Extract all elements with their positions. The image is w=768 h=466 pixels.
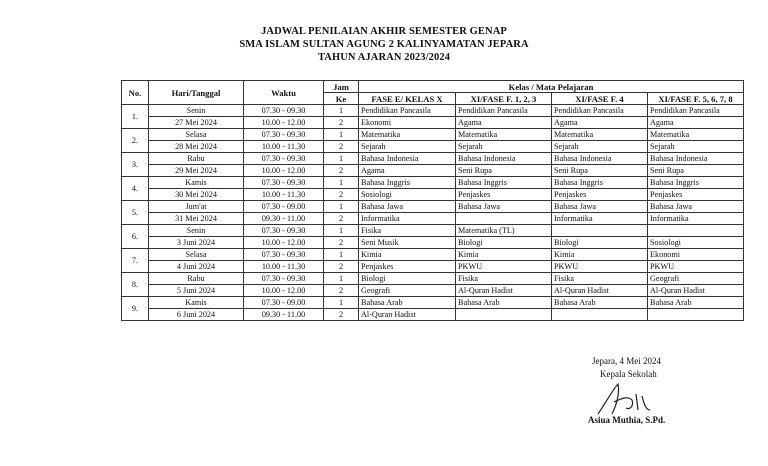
row-number: 7. [122, 249, 149, 273]
row-number: 8. [122, 273, 149, 297]
subject-cell: Bahasa Arab [359, 297, 456, 309]
table-row [122, 213, 744, 225]
table-row [122, 225, 744, 237]
row-number: 1. [122, 105, 149, 129]
table-row [122, 273, 744, 285]
school-name: SMA ISLAM SULTAN AGUNG 2 KALINYAMATAN JEPARA [239, 39, 529, 50]
time-slot: 10.00 - 12.00 [244, 117, 324, 129]
date: 27 Mei 2024 [149, 117, 244, 129]
day-name: Rabu [149, 153, 244, 165]
subject-cell: Ekonomi [359, 117, 456, 129]
document-title: JADWAL PENILAIAN AKHIR SEMESTER GENAP [261, 26, 507, 37]
time-slot: 10.00 - 11.30 [244, 189, 324, 201]
time-slot: 07.30 - 09.30 [244, 225, 324, 237]
date: 31 Mei 2024 [149, 213, 244, 225]
time-slot: 07.30 - 09.30 [244, 273, 324, 285]
subject-cell: Bahasa Jawa [456, 201, 552, 213]
time-slot: 07.30 - 09.30 [244, 153, 324, 165]
day-name: Selasa [149, 249, 244, 261]
subject-cell: Agama [648, 117, 744, 129]
day-name: Selasa [149, 129, 244, 141]
session-number: 1 [324, 249, 359, 261]
subject-cell: Geografi [648, 273, 744, 285]
subject-cell: Informatika [648, 213, 744, 225]
table-row [122, 177, 744, 189]
subject-cell: Al-Quran Hadist [648, 285, 744, 297]
time-slot: 10.00 - 12.00 [244, 285, 324, 297]
subject-cell: Seni Rupa [648, 165, 744, 177]
table-row [122, 285, 744, 297]
session-number: 2 [324, 285, 359, 297]
time-slot: 07.30 - 09.00 [244, 297, 324, 309]
subject-cell: Matematika (TL) [456, 225, 552, 237]
subject-cell: Sejarah [359, 141, 456, 153]
subject-cell: Matematika [456, 129, 552, 141]
header-fase-f-4: XI/FASE F. 4 [552, 93, 648, 105]
row-number: 9. [122, 297, 149, 321]
subject-cell: Sejarah [456, 141, 552, 153]
table-row [122, 117, 744, 129]
session-number: 2 [324, 189, 359, 201]
date: 30 Mei 2024 [149, 189, 244, 201]
header-jam: Jam [324, 81, 359, 93]
subject-cell: Fisika [552, 273, 648, 285]
date: 3 Juni 2024 [149, 237, 244, 249]
subject-cell: Bahasa Jawa [648, 201, 744, 213]
day-name: Rabu [149, 273, 244, 285]
table-row [122, 237, 744, 249]
subject-cell: Kimia [359, 249, 456, 261]
subject-cell: Bahasa Inggris [648, 177, 744, 189]
subject-cell: Seni Rupa [456, 165, 552, 177]
subject-cell: Penjaskes [648, 189, 744, 201]
table-row [122, 189, 744, 201]
session-number: 2 [324, 213, 359, 225]
subject-cell [552, 225, 648, 237]
subject-cell: Bahasa Arab [456, 297, 552, 309]
subject-cell: Fisika [456, 273, 552, 285]
subject-cell: Pendidikan Pancasila [648, 105, 744, 117]
subject-cell: Matematika [552, 129, 648, 141]
session-number: 2 [324, 309, 359, 321]
subject-cell [648, 309, 744, 321]
row-number: 6. [122, 225, 149, 249]
header-day-date: Hari/Tanggal [149, 81, 244, 105]
schedule-table [121, 80, 744, 321]
time-slot: 10.00 - 11.30 [244, 141, 324, 153]
table-row [122, 249, 744, 261]
academic-year: TAHUN AJARAN 2023/2024 [317, 52, 451, 63]
signature-name: Asiua Muthia, S.Pd. [588, 415, 666, 425]
header-no: No. [122, 81, 149, 105]
subject-cell: Biologi [456, 237, 552, 249]
date: 5 Juni 2024 [149, 285, 244, 297]
time-slot: 09.30 - 11.00 [244, 213, 324, 225]
table-row [122, 105, 744, 117]
table-row [122, 165, 744, 177]
header-class-subject: Kelas / Mata Pelajaran [359, 81, 744, 93]
subject-cell: Agama [359, 165, 456, 177]
subject-cell: Bahasa Indonesia [648, 153, 744, 165]
date: 28 Mei 2024 [149, 141, 244, 153]
subject-cell: Bahasa Indonesia [456, 153, 552, 165]
row-number: 2. [122, 129, 149, 153]
subject-cell: Seni Musik [359, 237, 456, 249]
time-slot: 07.30 - 09.30 [244, 177, 324, 189]
subject-cell: Penjaskes [359, 261, 456, 273]
header-fase-e: FASE E/ KELAS X [359, 93, 456, 105]
session-number: 1 [324, 129, 359, 141]
subject-cell: Sejarah [648, 141, 744, 153]
subject-cell: Geografi [359, 285, 456, 297]
header-ke: Ke [324, 93, 359, 105]
handwritten-signature [594, 380, 664, 420]
table-row [122, 309, 744, 321]
subject-cell: Kimia [552, 249, 648, 261]
subject-cell: Bahasa Arab [552, 297, 648, 309]
date: 6 Juni 2024 [149, 309, 244, 321]
subject-cell: Sosiologi [648, 237, 744, 249]
table-row [122, 261, 744, 273]
header-fase-f-5678: XI/FASE F. 5, 6, 7, 8 [648, 93, 744, 105]
table-row [122, 153, 744, 165]
header-time: Waktu [244, 81, 324, 105]
time-slot: 07.30 - 09.30 [244, 249, 324, 261]
header-fase-f-123: XI/FASE F. 1, 2, 3 [456, 93, 552, 105]
subject-cell: Al-Quran Hadist [359, 309, 456, 321]
row-number: 5. [122, 201, 149, 225]
subject-cell: Agama [456, 117, 552, 129]
session-number: 1 [324, 201, 359, 213]
table-row [122, 201, 744, 213]
table-row [122, 297, 744, 309]
subject-cell: Pendidikan Pancasila [456, 105, 552, 117]
subject-cell: Bahasa Indonesia [552, 153, 648, 165]
table-row [122, 129, 744, 141]
subject-cell: Biologi [552, 237, 648, 249]
subject-cell: Sejarah [552, 141, 648, 153]
subject-cell: Matematika [648, 129, 744, 141]
subject-cell: Sosiologi [359, 189, 456, 201]
time-slot: 07.30 - 09.30 [244, 129, 324, 141]
subject-cell: Penjaskes [456, 189, 552, 201]
session-number: 1 [324, 153, 359, 165]
session-number: 1 [324, 273, 359, 285]
day-name: Kamis [149, 177, 244, 189]
date: 4 Juni 2024 [149, 261, 244, 273]
subject-cell: Pendidikan Pancasila [359, 105, 456, 117]
signature-place-date: Jepara, 4 Mei 2024 [592, 356, 661, 366]
time-slot: 10.00 - 11.30 [244, 261, 324, 273]
session-number: 2 [324, 237, 359, 249]
session-number: 1 [324, 177, 359, 189]
signature-role: Kepala Sekolah [600, 369, 657, 379]
session-number: 2 [324, 165, 359, 177]
subject-cell [552, 309, 648, 321]
subject-cell: Agama [552, 117, 648, 129]
subject-cell: Al-Quran Hadist [456, 285, 552, 297]
session-number: 2 [324, 141, 359, 153]
subject-cell: Informatika [359, 213, 456, 225]
subject-cell: Bahasa Jawa [359, 201, 456, 213]
subject-cell [648, 225, 744, 237]
table-row [122, 141, 744, 153]
subject-cell: Bahasa Jawa [552, 201, 648, 213]
subject-cell: Fisika [359, 225, 456, 237]
time-slot: 07.30 - 09.30 [244, 105, 324, 117]
time-slot: 10.00 - 12.00 [244, 165, 324, 177]
time-slot: 10.00 - 12.00 [244, 237, 324, 249]
subject-cell [456, 309, 552, 321]
time-slot: 07.30 - 09.00 [244, 201, 324, 213]
subject-cell: Matematika [359, 129, 456, 141]
subject-cell: Informatika [552, 213, 648, 225]
day-name: Jum'at [149, 201, 244, 213]
day-name: Kamis [149, 297, 244, 309]
subject-cell: Bahasa Inggris [359, 177, 456, 189]
subject-cell: PKWU [648, 261, 744, 273]
subject-cell: Pendidikan Pancasila [552, 105, 648, 117]
subject-cell: Bahasa Arab [648, 297, 744, 309]
row-number: 3. [122, 153, 149, 177]
subject-cell: Seni Rupa [552, 165, 648, 177]
subject-cell: Biologi [359, 273, 456, 285]
session-number: 2 [324, 261, 359, 273]
time-slot: 09.30 - 11.00 [244, 309, 324, 321]
subject-cell: Penjaskes [552, 189, 648, 201]
date: 29 Mei 2024 [149, 165, 244, 177]
subject-cell: Al-Quran Hadist [552, 285, 648, 297]
row-number: 4. [122, 177, 149, 201]
session-number: 1 [324, 105, 359, 117]
subject-cell: PKWU [552, 261, 648, 273]
subject-cell [456, 213, 552, 225]
session-number: 1 [324, 225, 359, 237]
subject-cell: Bahasa Indonesia [359, 153, 456, 165]
subject-cell: Bahasa Inggris [456, 177, 552, 189]
day-name: Senin [149, 105, 244, 117]
subject-cell: Ekonomi [648, 249, 744, 261]
session-number: 2 [324, 117, 359, 129]
subject-cell: PKWU [456, 261, 552, 273]
subject-cell: Kimia [456, 249, 552, 261]
day-name: Senin [149, 225, 244, 237]
subject-cell: Bahasa Inggris [552, 177, 648, 189]
session-number: 1 [324, 297, 359, 309]
